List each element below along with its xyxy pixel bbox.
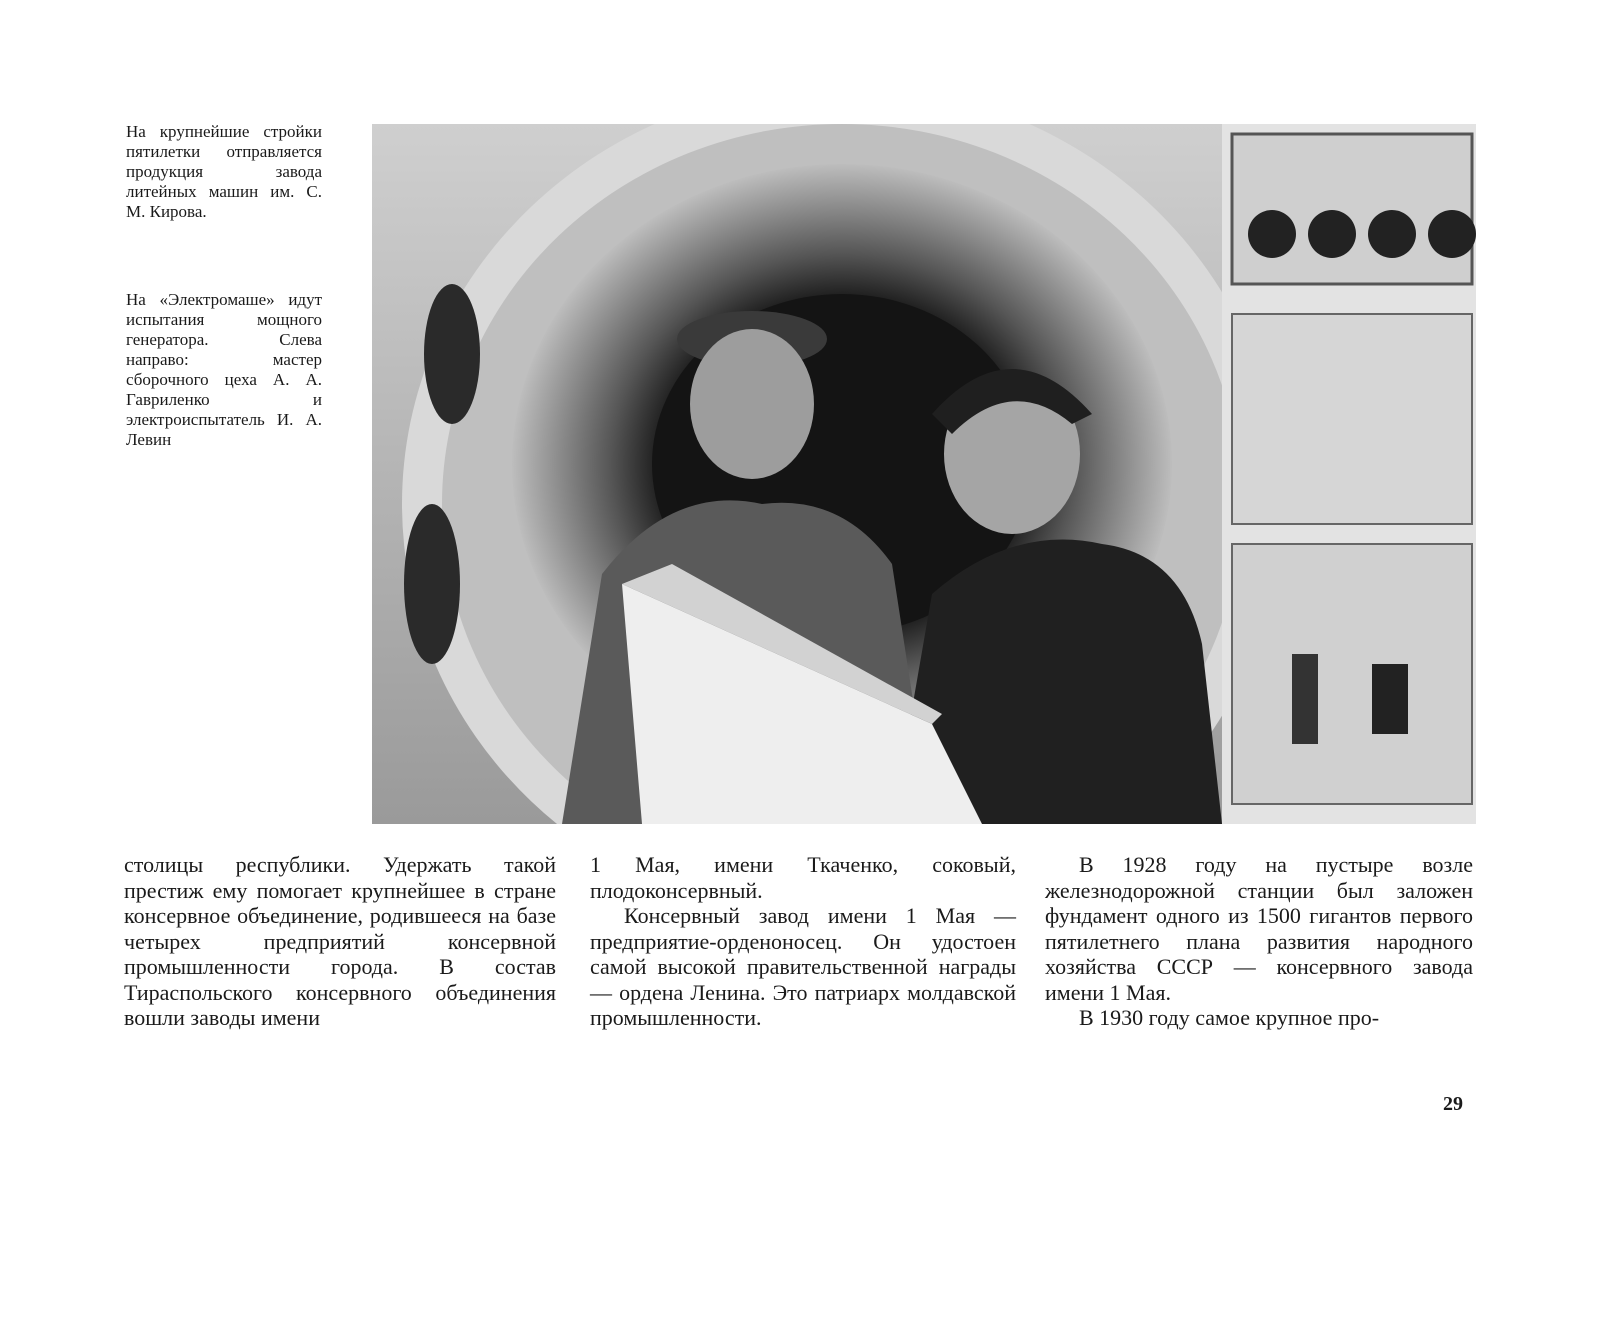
paragraph: В 1928 году на пустыре возле железнодорожной станции был заложен фундамент одного из 1500 гигантов первого пятилетнего плана развития народного хозяйства СССР — консервного завода имени 1 Мая. (1045, 852, 1473, 1005)
paragraph: 1 Мая, имени Ткаченко, соковый, плодоконсервный. (590, 852, 1016, 903)
page-number: 29 (1443, 1093, 1463, 1115)
photo-caption-generator-test: На «Электромаше» идут испытания мощного генератора. Слева направо: мастер сборочного цеха А. А. Гавриленко и электроиспытатель И. А. Левин (126, 290, 322, 449)
paragraph: В 1930 году самое крупное про- (1079, 1005, 1380, 1030)
paragraph: Консервный завод имени 1 Мая — предприятие-орденоносец. Он удостоен самой высокой правительственной награды — ордена Ленина. Это патриарх молдавской промышленности. (590, 903, 1016, 1030)
text-column-1 (124, 852, 556, 1031)
text-column-3 (1045, 852, 1473, 1031)
text-column-2 (590, 852, 1016, 1031)
paragraph: столицы республики. Удержать такой престиж ему помогает крупнейшее в стране консервное объединение, родившееся на базе четырех предприятий консервной промышленности города. В состав Тираспольского консервного объединения вошли заводы имени (124, 852, 556, 1030)
generator-test-photo (372, 124, 1476, 824)
photo-caption-kirov-plant: На крупнейшие стройки пятилетки отправляется продукция завода литейных машин им. С. М. Кирова. (126, 122, 322, 221)
